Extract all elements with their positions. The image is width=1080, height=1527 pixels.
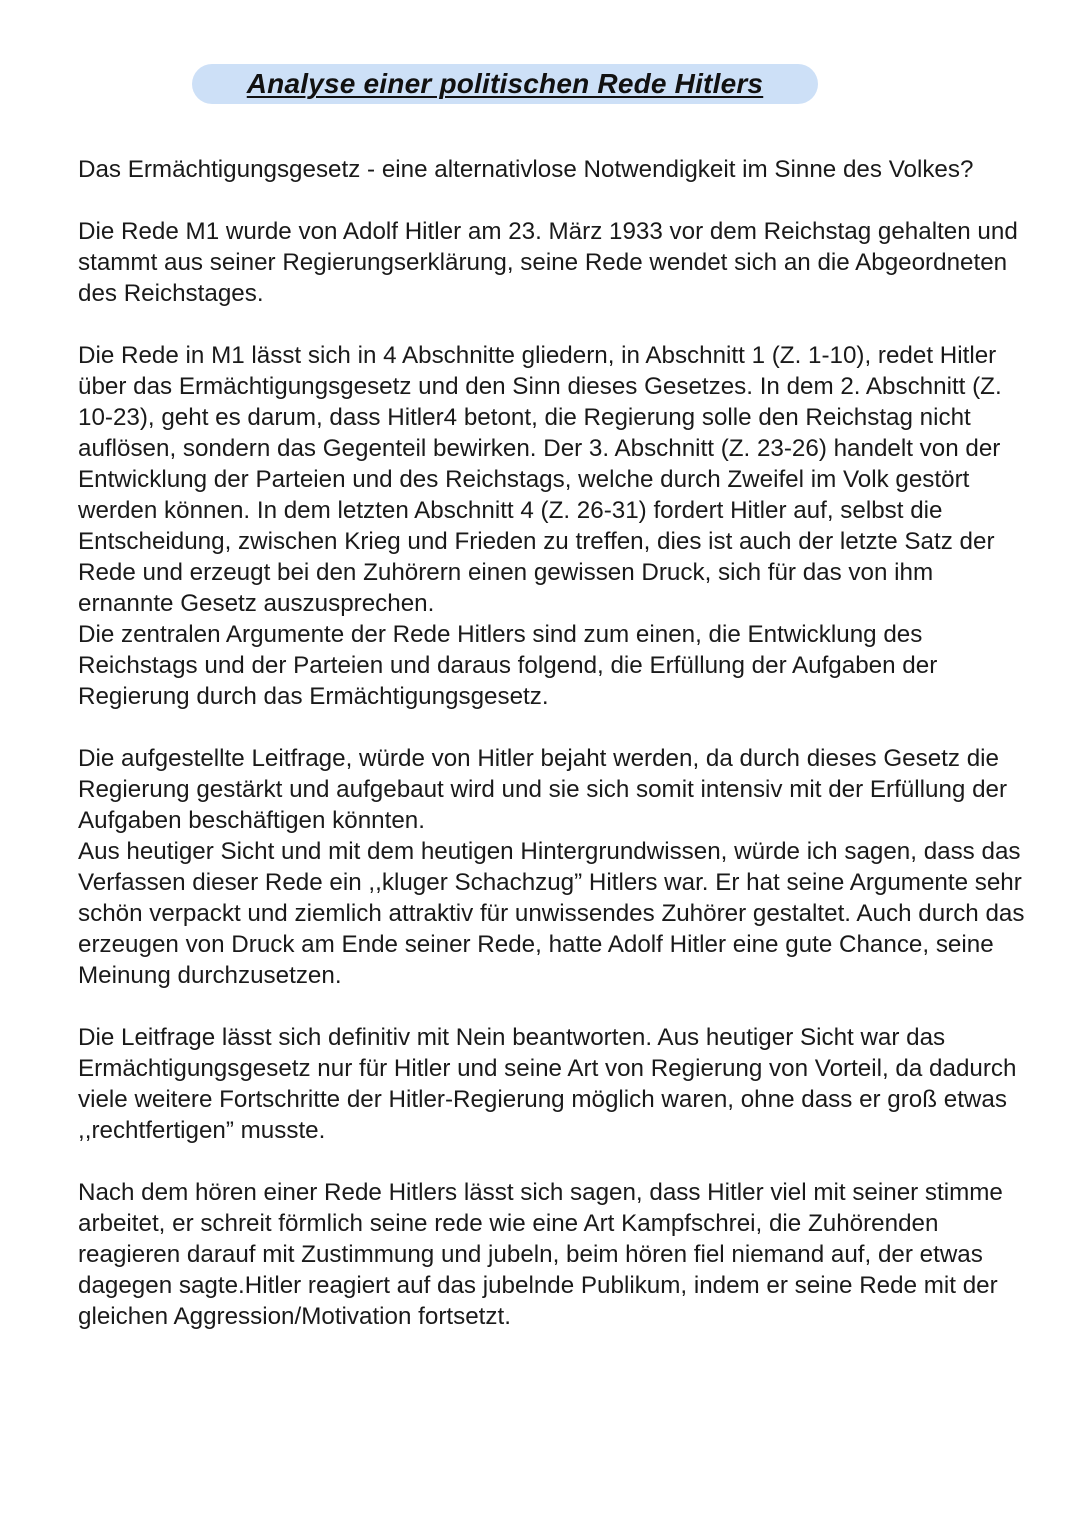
document-body [78,154,1028,1332]
paragraph-introduction: Die Rede M1 wurde von Adolf Hitler am 23. März 1933 vor dem Reichstag gehalten und stammt aus seiner Regierungserklärung, seine Rede wendet sich an die Abgeordneten des Reichstages. [78,218,1018,307]
document-title: Analyse einer politischen Rede Hitlers [246,68,764,99]
paragraph-own-answer: Die Leitfrage lässt sich definitiv mit Nein beantworten. Aus heutiger Sicht war das Ermächtigungsgesetz nur für Hitler und seine Art von Regierung von Vorteil, da dadurch viele weitere Fortschritte der Hitler-Regierung möglich waren, ohne dass er groß etwas ,,rechtfertigen” musste. [78,1024,1017,1144]
title-banner [192,64,818,104]
paragraph-todays-view: Aus heutiger Sicht und mit dem heutigen Hintergrundwissen, würde ich sagen, dass das Verfassen dieser Rede ein ,,kluger Schachzug” Hitlers war. Er hat seine Argumente sehr schön verpackt und ziemlich attraktiv für unwissendes Zuhörer gestaltet. Auch durch das erzeugen von Druck am Ende seiner Rede, hatte Adolf Hitler eine gute Chance, seine Meinung durchzusetzen. [78,838,1025,989]
paragraph-speech-delivery: Nach dem hören einer Rede Hitlers lässt sich sagen, dass Hitler viel mit seiner stimme arbeitet, er schreit förmlich seine rede wie eine Art Kampfschrei, die Zuhörenden reagieren darauf mit Zustimmung und jubeln, beim hören fiel niemand auf, der etwas dagegen sagte.Hitler reagiert auf das jubelnde Publikum, indem er seine Rede mit der gleichen Aggression/Motivation fortsetzt. [78,1179,1003,1330]
paragraph-central-arguments: Die zentralen Argumente der Rede Hitlers sind zum einen, die Entwicklung des Reichstags und der Parteien und daraus folgend, die Erfüllung der Aufgaben der Regierung durch das Ermächtigungsgesetz. [78,621,938,710]
paragraph-guiding-question: Das Ermächtigungsgesetz - eine alternativlose Notwendigkeit im Sinne des Volkes? [78,156,974,183]
paragraph-hitler-answer: Die aufgestellte Leitfrage, würde von Hitler bejaht werden, da durch dieses Gesetz die Regierung gestärkt und aufgebaut wird und sie sich somit intensiv mit der Erfüllung der Aufgaben beschäftigen könnten. [78,745,1008,834]
paragraph-structure: Die Rede in M1 lässt sich in 4 Abschnitte gliedern, in Abschnitt 1 (Z. 1-10), redet Hitler über das Ermächtigungsgesetz und den Sinn dieses Gesetzes. In dem 2. Abschnitt (Z. 10-23), geht es darum, dass Hitler4 betont, die Regierung solle den Reichstag nicht auflösen, sondern das Gegenteil bewirken. Der 3. Abschnitt (Z. 23-26) handelt von der Entwicklung der Parteien und des Reichstags, welche durch Zweifel im Volk gestört werden können. In dem letzten Abschnitt 4 (Z. 26-31) fordert Hitler auf, selbst die Entscheidung, zwischen Krieg und Frieden zu treffen, dies ist auch der letzte Satz der Rede und erzeugt bei den Zuhörern einen gewissen Druck, sich für das von ihm ernannte Gesetz auszusprechen. [78,342,1002,617]
